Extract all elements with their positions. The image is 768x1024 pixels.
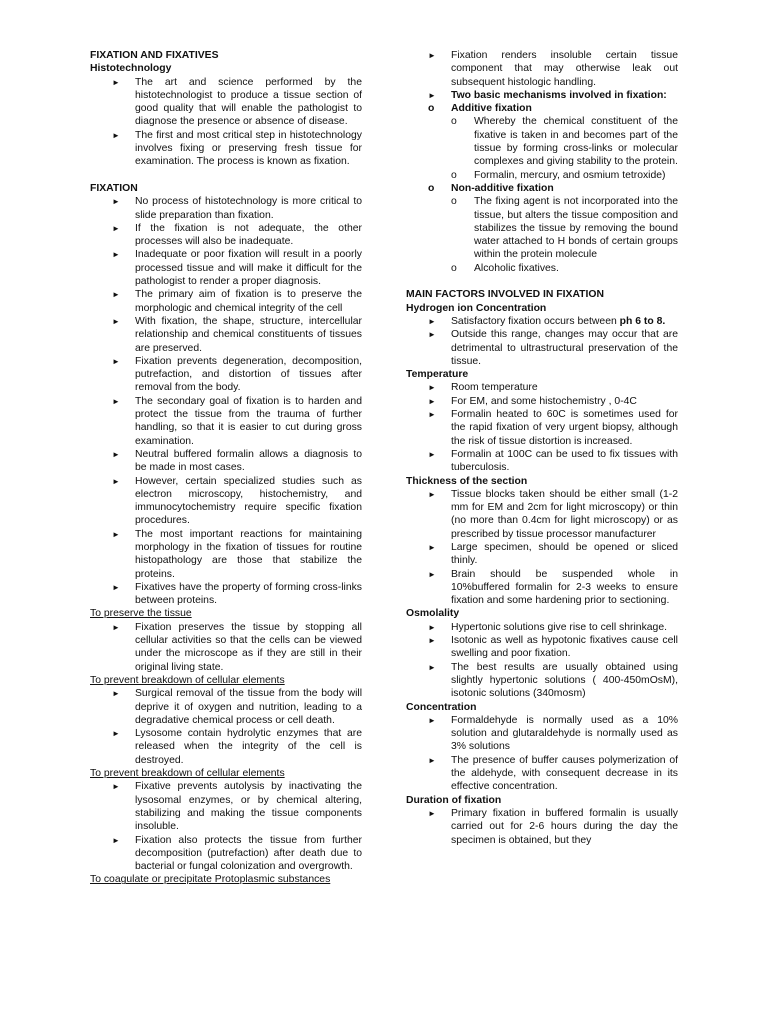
arrow-bullet-icon: ► xyxy=(112,582,120,592)
list-item: ► The art and science performed by the histotechnologist to produce a tissue section of good quality that will enable the pathologist to diagnose the presence or absence of disease. xyxy=(112,76,362,128)
sub-list-item: o The fixing agent is not incorporated into the tissue, but alters the tissue composition and stabilizes the tissue by removing the bound water attached to H bonds of certain groups within the protein molecule xyxy=(451,196,678,261)
arrow-bullet-icon: ► xyxy=(112,316,120,326)
section-heading-preserve: To preserve the tissue xyxy=(90,608,192,620)
arrow-bullet-icon: ► xyxy=(428,51,436,60)
arrow-bullet-icon: ► xyxy=(428,316,436,326)
list-item: ► Hypertonic solutions give rise to cell shrinkage. xyxy=(428,621,667,633)
list-item: ► The first and most critical step in histotechnology involves fixing or preserving fresh tissue for examination. The process is known as fixation. xyxy=(112,129,362,168)
arrow-bullet-icon: ► xyxy=(428,396,436,406)
list-item: ► Outside this range, changes may occur that are detrimental to ultrastructural preservation of the tissue. xyxy=(428,329,678,367)
arrow-bullet-icon: ► xyxy=(112,356,120,366)
arrow-bullet-icon: ► xyxy=(112,622,120,632)
list-item: ► Primary fixation in buffered formalin is usually carried out for 2-6 hours during the day the specimen is obtained, but they xyxy=(428,807,678,846)
list-item: ► The best results are usually obtained using slightly hypertonic solutions ( 400-450mOsM), isotonic solutions (340mosm) xyxy=(428,661,678,700)
section-heading-concentration: Concentration xyxy=(406,701,477,713)
circle-bullet-icon: o xyxy=(428,103,435,115)
list-item: ► The secondary goal of fixation is to harden and protect the tissue from the trauma of further handling, so that it is easier to cut during gross examination. xyxy=(112,395,362,447)
circle-bullet-icon: o xyxy=(451,116,457,128)
circle-bullet-icon: o xyxy=(451,196,457,208)
section-heading-hydrogen: Hydrogen ion Concentration xyxy=(406,302,547,314)
arrow-bullet-icon: ► xyxy=(428,808,436,818)
list-item: ► Fixation preserves the tissue by stopping all cellular activities so that the cells can be viewed under the microscope as if they are still in their original living state. xyxy=(112,621,362,673)
circle-bullet-icon: o xyxy=(428,182,435,194)
arrow-bullet-icon: ► xyxy=(428,662,436,672)
list-item: ► The primary aim of fixation is to preserve the morphologic and chemical integrity of the cell xyxy=(112,289,362,314)
section-heading-fixation: FIXATION xyxy=(90,182,138,194)
arrow-bullet-icon: ► xyxy=(112,396,120,406)
list-item: ► Fixative prevents autolysis by inactivating the lysosomal enzymes, or by chemical altering, stabilizing and making the tissue components insoluble. xyxy=(112,781,362,833)
subheading-nonadditive-fixation: o Non-additive fixation xyxy=(428,182,554,194)
list-item: ► For EM, and some histochemistry , 0-4C xyxy=(428,395,637,407)
arrow-bullet-icon: ► xyxy=(112,782,120,792)
spacer xyxy=(90,169,362,182)
section-heading-osmolality: Osmolality xyxy=(406,608,460,620)
section-heading-thickness: Thickness of the section xyxy=(406,475,528,487)
circle-bullet-icon: o xyxy=(451,262,457,274)
list-item: ► Room temperature xyxy=(428,382,538,394)
section-heading-breakdown: To prevent breakdown of cellular elements xyxy=(90,674,285,686)
right-column xyxy=(406,49,678,847)
circle-bullet-icon: o xyxy=(451,169,457,181)
arrow-bullet-icon: ► xyxy=(112,476,120,486)
spacer xyxy=(406,275,678,288)
sub-list-item: o Whereby the chemical constituent of the fixative is taken in and becomes part of the tissue by forming cross-links or molecular complexes and giving stability to the protein. xyxy=(451,116,678,168)
arrow-bullet-icon: ► xyxy=(112,729,120,739)
list-item: ► With fixation, the shape, structure, intercellular relationship and chemical constituents of tissues are preserved. xyxy=(112,315,362,354)
list-item: ► Inadequate or poor fixation will result in a poorly processed tissue and will make it difficult for the pathologist to render a proper diagnosis. xyxy=(112,249,362,288)
list-item: ► Fixation renders insoluble certain tissue component that may otherwise leak out subsequent histologic handling. xyxy=(428,50,678,88)
list-item: ► Satisfactory fixation occurs between ph 6 to 8. xyxy=(428,315,666,327)
arrow-bullet-icon: ► xyxy=(428,449,436,459)
arrow-bullet-icon: ► xyxy=(112,290,120,300)
sub-list-item: o Formalin, mercury, and osmium tetroxide) xyxy=(451,169,666,181)
list-item: ► Formalin heated to 60C is sometimes used for the rapid fixation of very urgent biopsy, although the risk of tissue distortion is increased. xyxy=(428,409,678,447)
arrow-bullet-icon: ► xyxy=(428,636,436,646)
list-item-mechanisms: ► Two basic mechanisms involved in fixation: xyxy=(428,89,667,101)
list-item: ► Tissue blocks taken should be either small (1-2 mm for EM and 2cm for light microscopy) or thin (no more than 0.4cm for light microscopy) or as prescribed by tissue processor manufacturer xyxy=(428,488,678,540)
section-heading-breakdown: To prevent breakdown of cellular elements xyxy=(90,768,285,780)
arrow-bullet-icon: ► xyxy=(428,383,436,393)
list-item: ► Fixatives have the property of forming cross-links between proteins. xyxy=(112,581,362,607)
arrow-bullet-icon: ► xyxy=(428,489,436,499)
list-item: ► Isotonic as well as hypotonic fixatives cause cell swelling and poor fixation. xyxy=(428,635,678,660)
list-item: ► Large specimen, should be opened or sliced thinly. xyxy=(428,541,678,567)
sub-list-item: o Alcoholic fixatives. xyxy=(451,262,559,274)
list-item: ► The most important reactions for maintaining morphology in the fixation of tissues for routine histopathology are those that stabilize the proteins. xyxy=(112,528,362,580)
arrow-bullet-icon: ► xyxy=(428,330,436,340)
arrow-bullet-icon: ► xyxy=(112,77,120,87)
arrow-bullet-icon: ► xyxy=(428,622,436,632)
arrow-bullet-icon: ► xyxy=(112,835,120,845)
arrow-bullet-icon: ► xyxy=(428,569,436,579)
list-item: ► Lysosome contain hydrolytic enzymes that are released when the integrity of the cell is destroyed. xyxy=(112,728,362,766)
arrow-bullet-icon: ► xyxy=(428,542,436,552)
list-item: ► Neutral buffered formalin allows a diagnosis to be made in most cases. xyxy=(112,448,362,474)
list-item: ► The presence of buffer causes polymerization of the aldehyde, with consequent decrease in its effective concentration. xyxy=(428,754,678,793)
arrow-bullet-icon: ► xyxy=(428,90,436,100)
left-column xyxy=(90,49,362,887)
list-item: ► Fixation prevents degeneration, decomposition, putrefaction, and distortion of tissues after removal from the body. xyxy=(112,355,362,394)
section-heading-duration: Duration of fixation xyxy=(406,794,502,806)
section-heading-coagulate: To coagulate or precipitate Protoplasmic substances xyxy=(90,874,331,886)
list-item: ► If the fixation is not adequate, the other processes will also be inadequate. xyxy=(112,222,362,248)
section-heading-temperature: Temperature xyxy=(406,369,469,381)
list-item: ► Surgical removal of the tissue from the body will deprive it of oxygen and nutrition, leading to a degradative chemical process or cell death. xyxy=(112,688,362,726)
arrow-bullet-icon: ► xyxy=(428,715,436,725)
arrow-bullet-icon: ► xyxy=(428,755,436,765)
document-title: FIXATION AND FIXATIVES xyxy=(90,50,219,61)
list-item: ► No process of histotechnology is more critical to slide preparation than fixation. xyxy=(112,196,362,221)
arrow-bullet-icon: ► xyxy=(112,223,120,233)
arrow-bullet-icon: ► xyxy=(112,130,120,140)
section-heading-histotechnology: Histotechnology xyxy=(90,63,172,75)
arrow-bullet-icon: ► xyxy=(112,689,120,699)
list-item: ► Fixation also protects the tissue from further decomposition (putrefaction) after death due to bacterial or fungal colonization and overgrowth. xyxy=(112,834,362,873)
list-item: ► However, certain specialized studies such as electron microscopy, histochemistry, and immunocytochemistry require specific fixation procedures. xyxy=(112,475,362,527)
arrow-bullet-icon: ► xyxy=(112,250,120,260)
arrow-bullet-icon: ► xyxy=(428,410,436,420)
arrow-bullet-icon: ► xyxy=(112,197,120,207)
list-item: ► Formaldehyde is normally used as a 10% solution and glutaraldehyde is normally used as 3% solutions xyxy=(428,714,678,753)
arrow-bullet-icon: ► xyxy=(112,449,120,459)
arrow-bullet-icon: ► xyxy=(112,529,120,539)
list-item: ► Brain should be suspended whole in 10%buffered formalin for 2-3 weeks to ensure fixation and some hardening prior to sectioning. xyxy=(428,568,678,607)
list-item: ► Formalin at 100C can be used to fix tissues with tuberculosis. xyxy=(428,448,678,474)
subheading-additive-fixation: o Additive fixation xyxy=(428,103,532,115)
section-heading-main-factors: MAIN FACTORS INVOLVED IN FIXATION xyxy=(406,289,605,301)
